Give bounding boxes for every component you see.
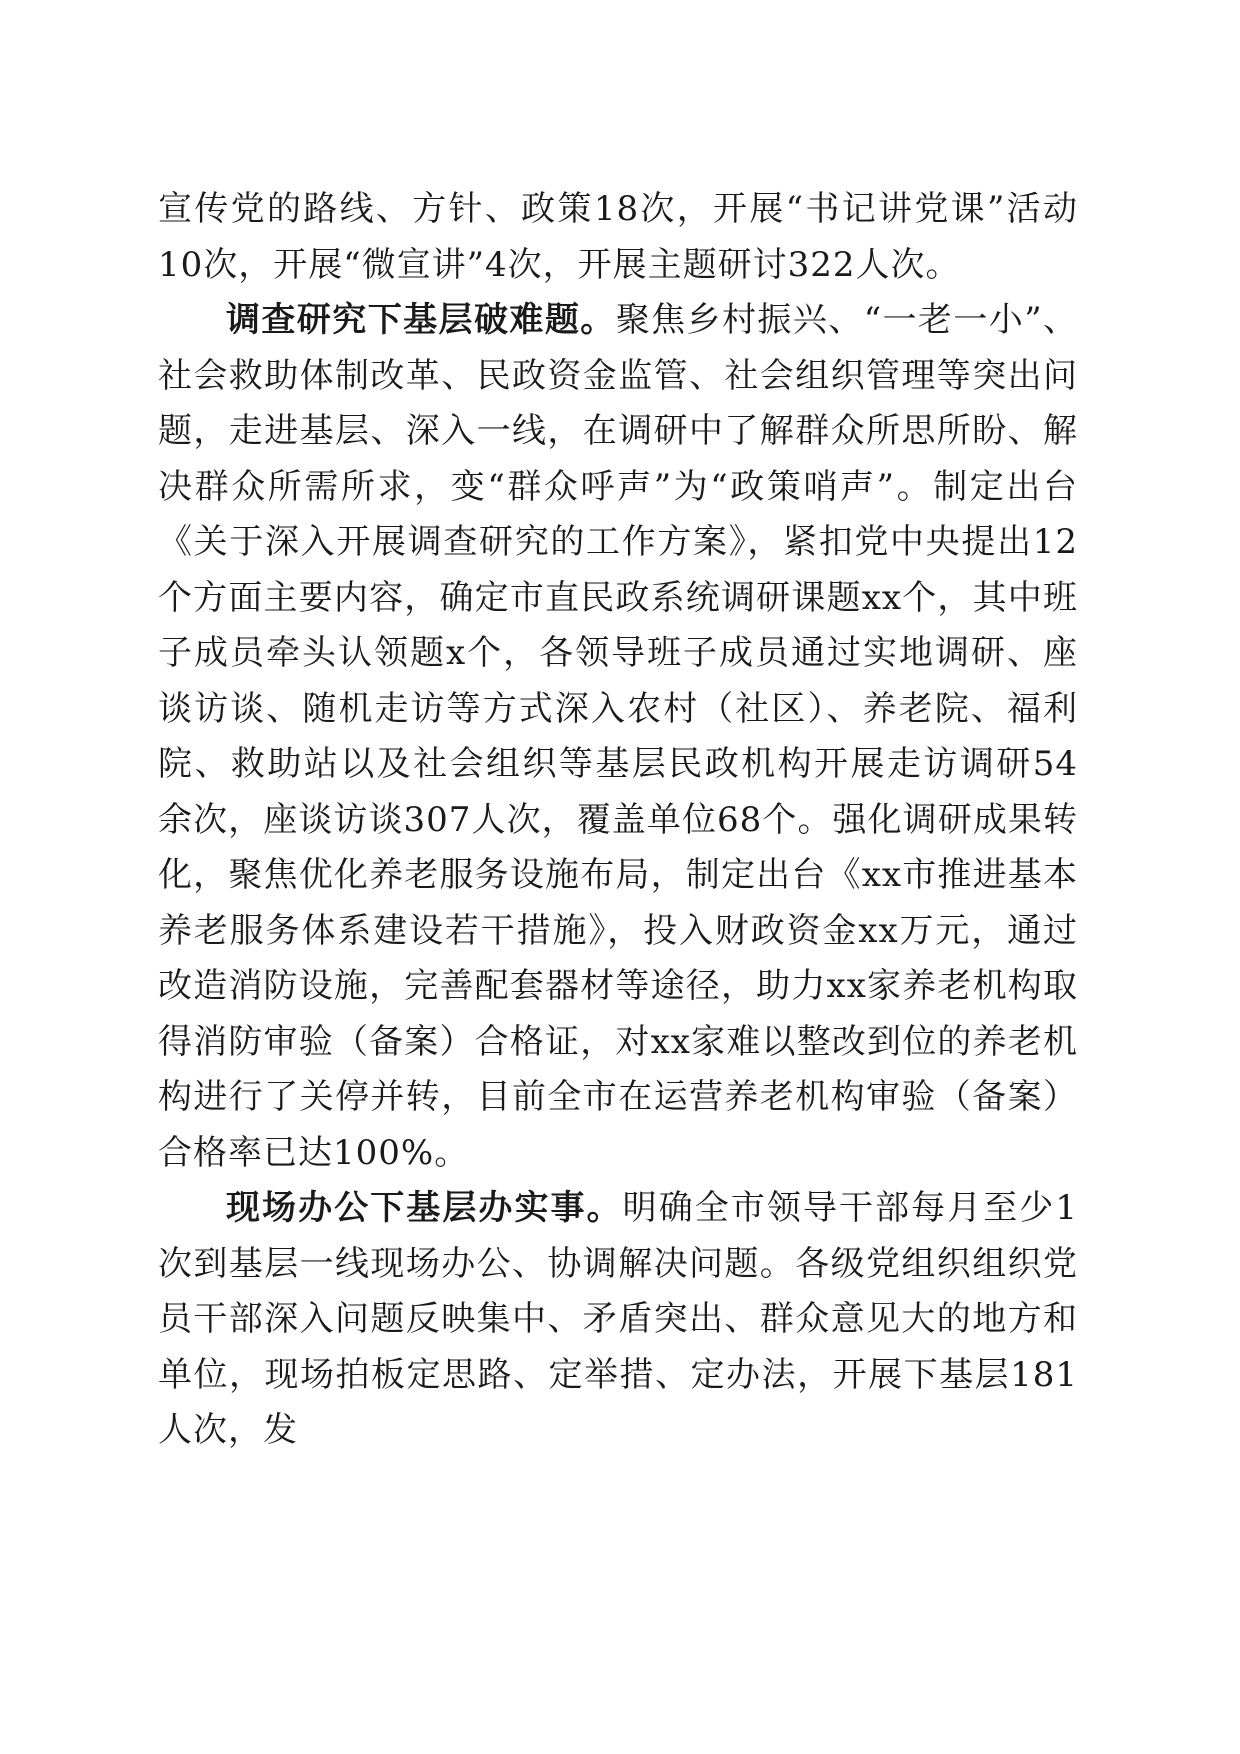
document-body: [158, 182, 1078, 1459]
paragraph-onsite-office: [158, 1181, 1078, 1459]
paragraph-text: 宣传党的路线、方针、政策18次，开展“书记讲党课”活动10次，开展“微宣讲”4次，开展主题研讨322人次。: [158, 189, 1078, 285]
paragraph-continued: [158, 182, 1078, 293]
paragraph-lead: 调查研究下基层破难题。: [226, 300, 616, 340]
paragraph-text: 明确全市领导干部每月至少1次到基层一线现场办公、协调解决问题。各级党组织组织党员干部深入问题反映集中、矛盾突出、群众意见大的地方和单位，现场拍板定思路、定举措、定办法，开展下基层181人次，发: [158, 1188, 1078, 1450]
paragraph-text: 聚焦乡村振兴、“一老一小”、社会救助体制改革、民政资金监管、社会组织管理等突出问题，走进基层、深入一线，在调研中了解群众所思所盼、解决群众所需所求，变“群众呼声”为“政策哨声”。制定出台《关于深入开展调查研究的工作方案》，紧扣党中央提出12个方面主要内容，确定市直民政系统调研课题xx个，其中班子成员牵头认领题x个，各领导班子成员通过实地调研、座谈访谈、随机走访等方式深入农村（社区）、养老院、福利院、救助站以及社会组织等基层民政机构开展走访调研54余次，座谈访谈307人次，覆盖单位68个。强化调研成果转化，聚焦优化养老服务设施布局，制定出台《xx市推进基本养老服务体系建设若干措施》，投入财政资金xx万元，通过改造消防设施，完善配套器材等途径，助力xx家养老机构取得消防审验（备案）合格证，对xx家难以整改到位的养老机构进行了关停并转，目前全市在运营养老机构审验（备案）合格率已达100%。: [158, 300, 1079, 1173]
paragraph-lead: 现场办公下基层办实事。: [226, 1188, 623, 1228]
paragraph-research: [158, 293, 1078, 1181]
